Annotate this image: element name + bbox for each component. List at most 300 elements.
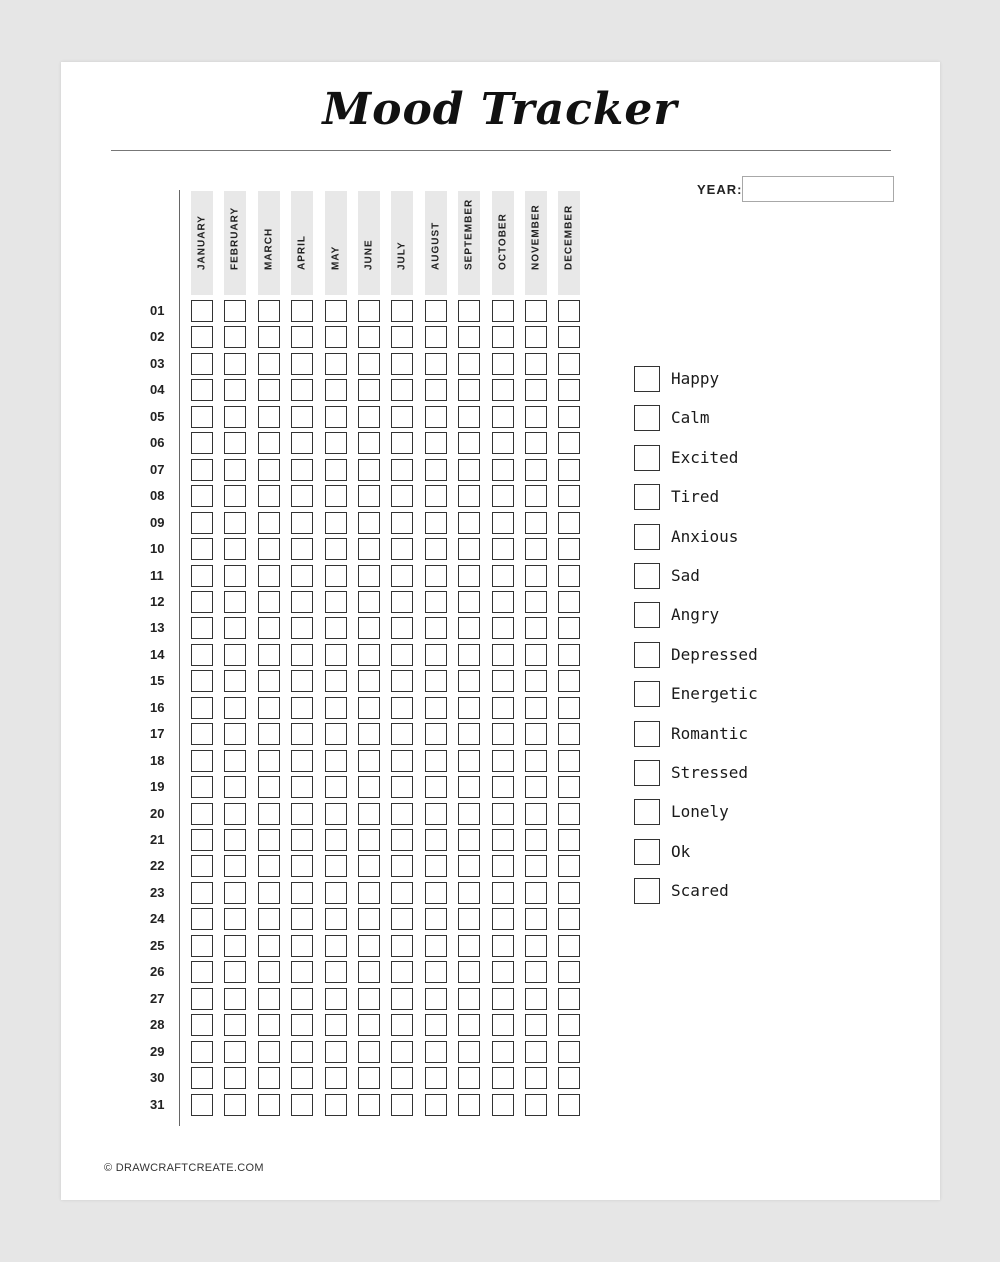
mood-cell-may-18[interactable] [325,750,347,772]
mood-cell-september-16[interactable] [458,697,480,719]
mood-cell-october-02[interactable] [492,326,514,348]
mood-cell-august-18[interactable] [425,750,447,772]
mood-cell-march-17[interactable] [258,723,280,745]
mood-cell-may-11[interactable] [325,565,347,587]
mood-cell-august-26[interactable] [425,961,447,983]
mood-cell-august-31[interactable] [425,1094,447,1116]
mood-cell-december-07[interactable] [558,459,580,481]
mood-cell-december-24[interactable] [558,908,580,930]
mood-cell-october-03[interactable] [492,353,514,375]
mood-cell-march-31[interactable] [258,1094,280,1116]
mood-cell-november-20[interactable] [525,803,547,825]
mood-cell-november-17[interactable] [525,723,547,745]
mood-cell-december-15[interactable] [558,670,580,692]
mood-cell-november-06[interactable] [525,432,547,454]
mood-cell-july-12[interactable] [391,591,413,613]
mood-cell-december-30[interactable] [558,1067,580,1089]
mood-cell-february-20[interactable] [224,803,246,825]
mood-cell-july-26[interactable] [391,961,413,983]
mood-cell-september-05[interactable] [458,406,480,428]
mood-cell-september-17[interactable] [458,723,480,745]
mood-cell-november-19[interactable] [525,776,547,798]
mood-cell-february-12[interactable] [224,591,246,613]
mood-cell-february-01[interactable] [224,300,246,322]
mood-cell-august-11[interactable] [425,565,447,587]
mood-cell-july-10[interactable] [391,538,413,560]
mood-cell-september-04[interactable] [458,379,480,401]
mood-cell-august-12[interactable] [425,591,447,613]
mood-cell-june-19[interactable] [358,776,380,798]
mood-cell-november-25[interactable] [525,935,547,957]
mood-cell-november-09[interactable] [525,512,547,534]
mood-cell-march-25[interactable] [258,935,280,957]
mood-cell-june-30[interactable] [358,1067,380,1089]
mood-cell-april-30[interactable] [291,1067,313,1089]
mood-cell-april-31[interactable] [291,1094,313,1116]
mood-cell-july-15[interactable] [391,670,413,692]
mood-cell-november-29[interactable] [525,1041,547,1063]
mood-cell-february-09[interactable] [224,512,246,534]
mood-cell-july-19[interactable] [391,776,413,798]
mood-cell-march-28[interactable] [258,1014,280,1036]
mood-cell-september-06[interactable] [458,432,480,454]
mood-cell-february-17[interactable] [224,723,246,745]
mood-cell-july-25[interactable] [391,935,413,957]
mood-cell-february-16[interactable] [224,697,246,719]
mood-cell-march-13[interactable] [258,617,280,639]
mood-cell-july-21[interactable] [391,829,413,851]
mood-cell-may-22[interactable] [325,855,347,877]
mood-cell-august-24[interactable] [425,908,447,930]
mood-cell-december-16[interactable] [558,697,580,719]
mood-cell-july-22[interactable] [391,855,413,877]
mood-cell-february-10[interactable] [224,538,246,560]
mood-cell-december-11[interactable] [558,565,580,587]
mood-cell-november-15[interactable] [525,670,547,692]
mood-cell-july-29[interactable] [391,1041,413,1063]
mood-cell-june-18[interactable] [358,750,380,772]
mood-cell-june-02[interactable] [358,326,380,348]
mood-cell-august-10[interactable] [425,538,447,560]
mood-cell-january-01[interactable] [191,300,213,322]
mood-cell-august-06[interactable] [425,432,447,454]
mood-cell-august-03[interactable] [425,353,447,375]
mood-cell-april-22[interactable] [291,855,313,877]
mood-cell-august-16[interactable] [425,697,447,719]
mood-cell-april-04[interactable] [291,379,313,401]
mood-cell-november-07[interactable] [525,459,547,481]
mood-cell-june-16[interactable] [358,697,380,719]
year-input[interactable] [742,176,894,202]
legend-color-swatch[interactable] [634,681,660,707]
mood-cell-september-30[interactable] [458,1067,480,1089]
mood-cell-june-29[interactable] [358,1041,380,1063]
mood-cell-october-07[interactable] [492,459,514,481]
mood-cell-january-28[interactable] [191,1014,213,1036]
mood-cell-october-20[interactable] [492,803,514,825]
mood-cell-october-08[interactable] [492,485,514,507]
mood-cell-may-24[interactable] [325,908,347,930]
mood-cell-august-09[interactable] [425,512,447,534]
mood-cell-june-15[interactable] [358,670,380,692]
mood-cell-april-11[interactable] [291,565,313,587]
mood-cell-july-08[interactable] [391,485,413,507]
mood-cell-october-22[interactable] [492,855,514,877]
mood-cell-march-01[interactable] [258,300,280,322]
mood-cell-january-31[interactable] [191,1094,213,1116]
mood-cell-march-30[interactable] [258,1067,280,1089]
legend-color-swatch[interactable] [634,445,660,471]
mood-cell-august-23[interactable] [425,882,447,904]
mood-cell-november-03[interactable] [525,353,547,375]
mood-cell-july-27[interactable] [391,988,413,1010]
mood-cell-august-22[interactable] [425,855,447,877]
mood-cell-april-16[interactable] [291,697,313,719]
mood-cell-september-31[interactable] [458,1094,480,1116]
mood-cell-january-23[interactable] [191,882,213,904]
mood-cell-january-06[interactable] [191,432,213,454]
mood-cell-november-28[interactable] [525,1014,547,1036]
mood-cell-march-16[interactable] [258,697,280,719]
mood-cell-august-08[interactable] [425,485,447,507]
mood-cell-february-21[interactable] [224,829,246,851]
mood-cell-october-12[interactable] [492,591,514,613]
mood-cell-october-09[interactable] [492,512,514,534]
mood-cell-january-22[interactable] [191,855,213,877]
mood-cell-may-25[interactable] [325,935,347,957]
mood-cell-december-01[interactable] [558,300,580,322]
mood-cell-october-25[interactable] [492,935,514,957]
mood-cell-november-18[interactable] [525,750,547,772]
mood-cell-june-12[interactable] [358,591,380,613]
mood-cell-may-20[interactable] [325,803,347,825]
mood-cell-january-17[interactable] [191,723,213,745]
mood-cell-february-26[interactable] [224,961,246,983]
legend-color-swatch[interactable] [634,799,660,825]
mood-cell-august-20[interactable] [425,803,447,825]
mood-cell-january-14[interactable] [191,644,213,666]
mood-cell-september-29[interactable] [458,1041,480,1063]
mood-cell-december-08[interactable] [558,485,580,507]
mood-cell-april-14[interactable] [291,644,313,666]
mood-cell-april-26[interactable] [291,961,313,983]
mood-cell-january-24[interactable] [191,908,213,930]
mood-cell-september-28[interactable] [458,1014,480,1036]
mood-cell-september-18[interactable] [458,750,480,772]
mood-cell-january-15[interactable] [191,670,213,692]
mood-cell-april-27[interactable] [291,988,313,1010]
mood-cell-december-02[interactable] [558,326,580,348]
mood-cell-november-27[interactable] [525,988,547,1010]
mood-cell-march-10[interactable] [258,538,280,560]
mood-cell-may-07[interactable] [325,459,347,481]
mood-cell-october-17[interactable] [492,723,514,745]
mood-cell-august-28[interactable] [425,1014,447,1036]
mood-cell-november-13[interactable] [525,617,547,639]
mood-cell-march-22[interactable] [258,855,280,877]
mood-cell-july-04[interactable] [391,379,413,401]
mood-cell-april-18[interactable] [291,750,313,772]
mood-cell-april-28[interactable] [291,1014,313,1036]
mood-cell-october-29[interactable] [492,1041,514,1063]
mood-cell-july-01[interactable] [391,300,413,322]
mood-cell-may-12[interactable] [325,591,347,613]
mood-cell-february-18[interactable] [224,750,246,772]
mood-cell-july-02[interactable] [391,326,413,348]
mood-cell-february-25[interactable] [224,935,246,957]
mood-cell-january-08[interactable] [191,485,213,507]
mood-cell-december-10[interactable] [558,538,580,560]
mood-cell-march-09[interactable] [258,512,280,534]
mood-cell-february-19[interactable] [224,776,246,798]
mood-cell-july-20[interactable] [391,803,413,825]
mood-cell-january-07[interactable] [191,459,213,481]
mood-cell-may-29[interactable] [325,1041,347,1063]
mood-cell-december-31[interactable] [558,1094,580,1116]
mood-cell-january-29[interactable] [191,1041,213,1063]
mood-cell-september-26[interactable] [458,961,480,983]
mood-cell-march-27[interactable] [258,988,280,1010]
mood-cell-july-28[interactable] [391,1014,413,1036]
mood-cell-june-03[interactable] [358,353,380,375]
mood-cell-february-28[interactable] [224,1014,246,1036]
mood-cell-august-04[interactable] [425,379,447,401]
mood-cell-december-14[interactable] [558,644,580,666]
mood-cell-march-04[interactable] [258,379,280,401]
mood-cell-september-22[interactable] [458,855,480,877]
mood-cell-april-02[interactable] [291,326,313,348]
mood-cell-september-07[interactable] [458,459,480,481]
mood-cell-march-14[interactable] [258,644,280,666]
mood-cell-april-08[interactable] [291,485,313,507]
mood-cell-april-19[interactable] [291,776,313,798]
mood-cell-february-13[interactable] [224,617,246,639]
mood-cell-september-11[interactable] [458,565,480,587]
mood-cell-december-17[interactable] [558,723,580,745]
mood-cell-december-26[interactable] [558,961,580,983]
mood-cell-june-21[interactable] [358,829,380,851]
mood-cell-june-14[interactable] [358,644,380,666]
mood-cell-november-30[interactable] [525,1067,547,1089]
mood-cell-november-02[interactable] [525,326,547,348]
legend-color-swatch[interactable] [634,760,660,786]
mood-cell-july-11[interactable] [391,565,413,587]
mood-cell-february-29[interactable] [224,1041,246,1063]
mood-cell-august-25[interactable] [425,935,447,957]
mood-cell-october-18[interactable] [492,750,514,772]
mood-cell-september-01[interactable] [458,300,480,322]
mood-cell-february-07[interactable] [224,459,246,481]
mood-cell-december-18[interactable] [558,750,580,772]
mood-cell-october-16[interactable] [492,697,514,719]
mood-cell-may-02[interactable] [325,326,347,348]
mood-cell-november-23[interactable] [525,882,547,904]
mood-cell-may-26[interactable] [325,961,347,983]
mood-cell-january-09[interactable] [191,512,213,534]
mood-cell-march-29[interactable] [258,1041,280,1063]
mood-cell-january-25[interactable] [191,935,213,957]
mood-cell-september-13[interactable] [458,617,480,639]
mood-cell-june-24[interactable] [358,908,380,930]
mood-cell-february-30[interactable] [224,1067,246,1089]
mood-cell-april-29[interactable] [291,1041,313,1063]
mood-cell-march-20[interactable] [258,803,280,825]
mood-cell-october-15[interactable] [492,670,514,692]
mood-cell-april-15[interactable] [291,670,313,692]
legend-color-swatch[interactable] [634,839,660,865]
mood-cell-july-14[interactable] [391,644,413,666]
mood-cell-july-17[interactable] [391,723,413,745]
mood-cell-july-23[interactable] [391,882,413,904]
mood-cell-february-14[interactable] [224,644,246,666]
mood-cell-december-20[interactable] [558,803,580,825]
mood-cell-march-02[interactable] [258,326,280,348]
mood-cell-october-04[interactable] [492,379,514,401]
mood-cell-august-30[interactable] [425,1067,447,1089]
mood-cell-august-05[interactable] [425,406,447,428]
mood-cell-april-24[interactable] [291,908,313,930]
mood-cell-february-03[interactable] [224,353,246,375]
mood-cell-december-05[interactable] [558,406,580,428]
mood-cell-june-07[interactable] [358,459,380,481]
mood-cell-january-02[interactable] [191,326,213,348]
mood-cell-november-05[interactable] [525,406,547,428]
mood-cell-february-11[interactable] [224,565,246,587]
mood-cell-may-28[interactable] [325,1014,347,1036]
mood-cell-november-16[interactable] [525,697,547,719]
mood-cell-july-16[interactable] [391,697,413,719]
mood-cell-may-17[interactable] [325,723,347,745]
mood-cell-june-05[interactable] [358,406,380,428]
mood-cell-october-13[interactable] [492,617,514,639]
mood-cell-february-15[interactable] [224,670,246,692]
mood-cell-may-15[interactable] [325,670,347,692]
mood-cell-may-03[interactable] [325,353,347,375]
mood-cell-october-06[interactable] [492,432,514,454]
mood-cell-october-28[interactable] [492,1014,514,1036]
mood-cell-december-22[interactable] [558,855,580,877]
mood-cell-march-23[interactable] [258,882,280,904]
mood-cell-april-23[interactable] [291,882,313,904]
mood-cell-november-04[interactable] [525,379,547,401]
mood-cell-february-22[interactable] [224,855,246,877]
mood-cell-january-03[interactable] [191,353,213,375]
mood-cell-february-23[interactable] [224,882,246,904]
mood-cell-september-14[interactable] [458,644,480,666]
mood-cell-september-02[interactable] [458,326,480,348]
mood-cell-may-27[interactable] [325,988,347,1010]
legend-color-swatch[interactable] [634,878,660,904]
mood-cell-january-16[interactable] [191,697,213,719]
mood-cell-november-12[interactable] [525,591,547,613]
mood-cell-august-07[interactable] [425,459,447,481]
mood-cell-october-10[interactable] [492,538,514,560]
mood-cell-april-21[interactable] [291,829,313,851]
mood-cell-august-02[interactable] [425,326,447,348]
mood-cell-june-13[interactable] [358,617,380,639]
legend-color-swatch[interactable] [634,642,660,668]
mood-cell-july-18[interactable] [391,750,413,772]
mood-cell-may-23[interactable] [325,882,347,904]
mood-cell-june-23[interactable] [358,882,380,904]
legend-color-swatch[interactable] [634,721,660,747]
mood-cell-may-01[interactable] [325,300,347,322]
mood-cell-february-02[interactable] [224,326,246,348]
mood-cell-september-12[interactable] [458,591,480,613]
mood-cell-march-03[interactable] [258,353,280,375]
mood-cell-march-19[interactable] [258,776,280,798]
mood-cell-january-13[interactable] [191,617,213,639]
mood-cell-june-20[interactable] [358,803,380,825]
mood-cell-july-06[interactable] [391,432,413,454]
mood-cell-october-19[interactable] [492,776,514,798]
mood-cell-december-28[interactable] [558,1014,580,1036]
mood-cell-may-05[interactable] [325,406,347,428]
legend-color-swatch[interactable] [634,366,660,392]
mood-cell-september-08[interactable] [458,485,480,507]
mood-cell-january-10[interactable] [191,538,213,560]
mood-cell-january-12[interactable] [191,591,213,613]
mood-cell-october-31[interactable] [492,1094,514,1116]
mood-cell-february-27[interactable] [224,988,246,1010]
mood-cell-march-07[interactable] [258,459,280,481]
mood-cell-august-13[interactable] [425,617,447,639]
mood-cell-june-27[interactable] [358,988,380,1010]
mood-cell-february-06[interactable] [224,432,246,454]
legend-color-swatch[interactable] [634,405,660,431]
mood-cell-march-24[interactable] [258,908,280,930]
mood-cell-november-21[interactable] [525,829,547,851]
mood-cell-september-03[interactable] [458,353,480,375]
mood-cell-march-06[interactable] [258,432,280,454]
mood-cell-june-06[interactable] [358,432,380,454]
mood-cell-may-06[interactable] [325,432,347,454]
mood-cell-june-01[interactable] [358,300,380,322]
mood-cell-october-14[interactable] [492,644,514,666]
mood-cell-november-08[interactable] [525,485,547,507]
mood-cell-june-31[interactable] [358,1094,380,1116]
mood-cell-april-17[interactable] [291,723,313,745]
mood-cell-december-09[interactable] [558,512,580,534]
mood-cell-january-18[interactable] [191,750,213,772]
legend-color-swatch[interactable] [634,484,660,510]
mood-cell-december-06[interactable] [558,432,580,454]
mood-cell-october-01[interactable] [492,300,514,322]
mood-cell-september-25[interactable] [458,935,480,957]
mood-cell-may-21[interactable] [325,829,347,851]
mood-cell-april-05[interactable] [291,406,313,428]
mood-cell-december-25[interactable] [558,935,580,957]
mood-cell-june-25[interactable] [358,935,380,957]
mood-cell-january-26[interactable] [191,961,213,983]
mood-cell-may-30[interactable] [325,1067,347,1089]
mood-cell-january-21[interactable] [191,829,213,851]
mood-cell-july-05[interactable] [391,406,413,428]
mood-cell-september-09[interactable] [458,512,480,534]
mood-cell-july-30[interactable] [391,1067,413,1089]
mood-cell-august-15[interactable] [425,670,447,692]
mood-cell-july-07[interactable] [391,459,413,481]
mood-cell-november-22[interactable] [525,855,547,877]
mood-cell-july-24[interactable] [391,908,413,930]
mood-cell-october-30[interactable] [492,1067,514,1089]
mood-cell-february-08[interactable] [224,485,246,507]
mood-cell-august-14[interactable] [425,644,447,666]
mood-cell-august-21[interactable] [425,829,447,851]
mood-cell-august-01[interactable] [425,300,447,322]
mood-cell-march-05[interactable] [258,406,280,428]
mood-cell-september-23[interactable] [458,882,480,904]
